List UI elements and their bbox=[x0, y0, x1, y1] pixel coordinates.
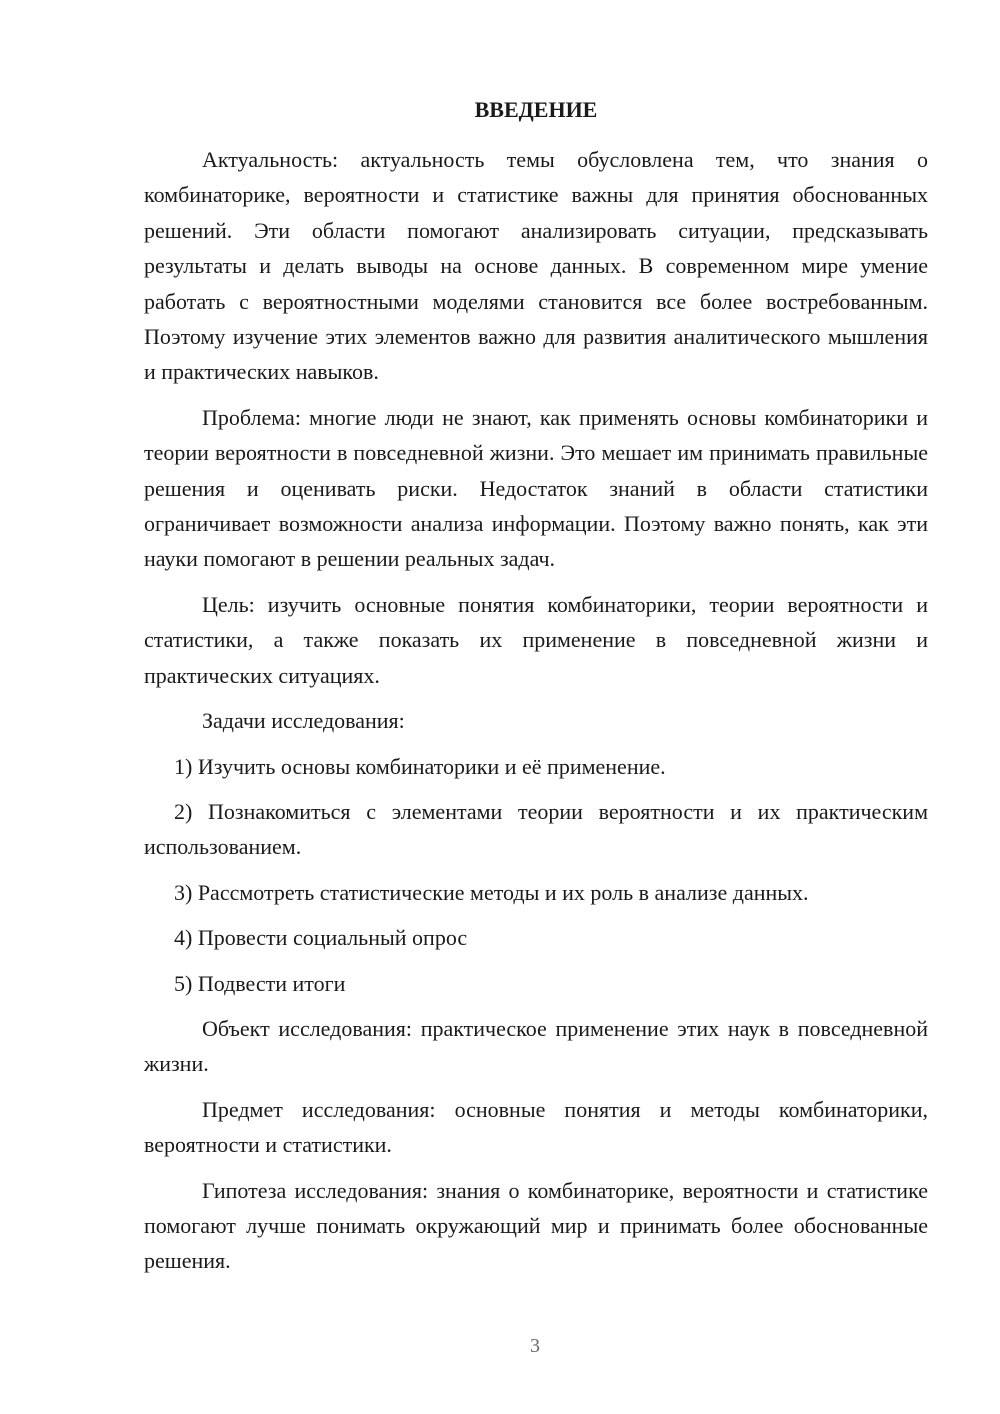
subject-paragraph: Предмет исследования: основные понятия и методы комбинаторики, вероятности и статистики. bbox=[144, 1096, 928, 1158]
page-number: 3 bbox=[530, 1335, 540, 1357]
relevance-paragraph: Актуальность: актуальность темы обусловлена тем, что знания о комбинаторике, вероятности и статистике важны для принятия обоснованных решений. Эти области помогают анализировать ситуации, предсказывать результаты и делать выводы на основе данных. В современном мире умение работать с вероятностными моделями становится все более востребованным. Поэтому изучение этих элементов важно для развития аналитического мышления и практических навыков. bbox=[144, 147, 928, 385]
task-item-4: 4) Провести социальный опрос bbox=[174, 925, 468, 951]
task-item-1: 1) Изучить основы комбинаторики и её применение. bbox=[174, 753, 666, 779]
problem-paragraph: Проблема: многие люди не знают, как применять основы комбинаторики и теории вероятности в повседневной жизни. Это мешает им принимать правильные решения и оценивать риски. Недостаток знаний в области статистики ограничивает возможности анализа информации. Поэтому важно понять, как эти науки помогают в решении реальных задач. bbox=[144, 404, 928, 572]
hypothesis-paragraph: Гипотеза исследования: знания о комбинаторике, вероятности и статистике помогают лучше понимать окружающий мир и принимать более обоснованные решения. bbox=[144, 1177, 928, 1274]
document-body bbox=[144, 142, 928, 1289]
object-paragraph: Объект исследования: практическое применение этих наук в повседневной жизни. bbox=[144, 1015, 928, 1077]
goal-paragraph: Цель: изучить основные понятия комбинаторики, теории вероятности и статистики, а также показать их применение в повседневной жизни и практических ситуациях. bbox=[144, 591, 928, 688]
task-item-3: 3) Рассмотреть статистические методы и их роль в анализе данных. bbox=[174, 879, 809, 905]
section-title: ВВЕДЕНИЕ bbox=[474, 97, 598, 122]
task-item-2: 2) Познакомиться с элементами теории вероятности и их практическим использованием. bbox=[144, 798, 928, 860]
task-item-5: 5) Подвести итоги bbox=[174, 970, 346, 996]
tasks-heading: Задачи исследования: bbox=[202, 708, 405, 734]
